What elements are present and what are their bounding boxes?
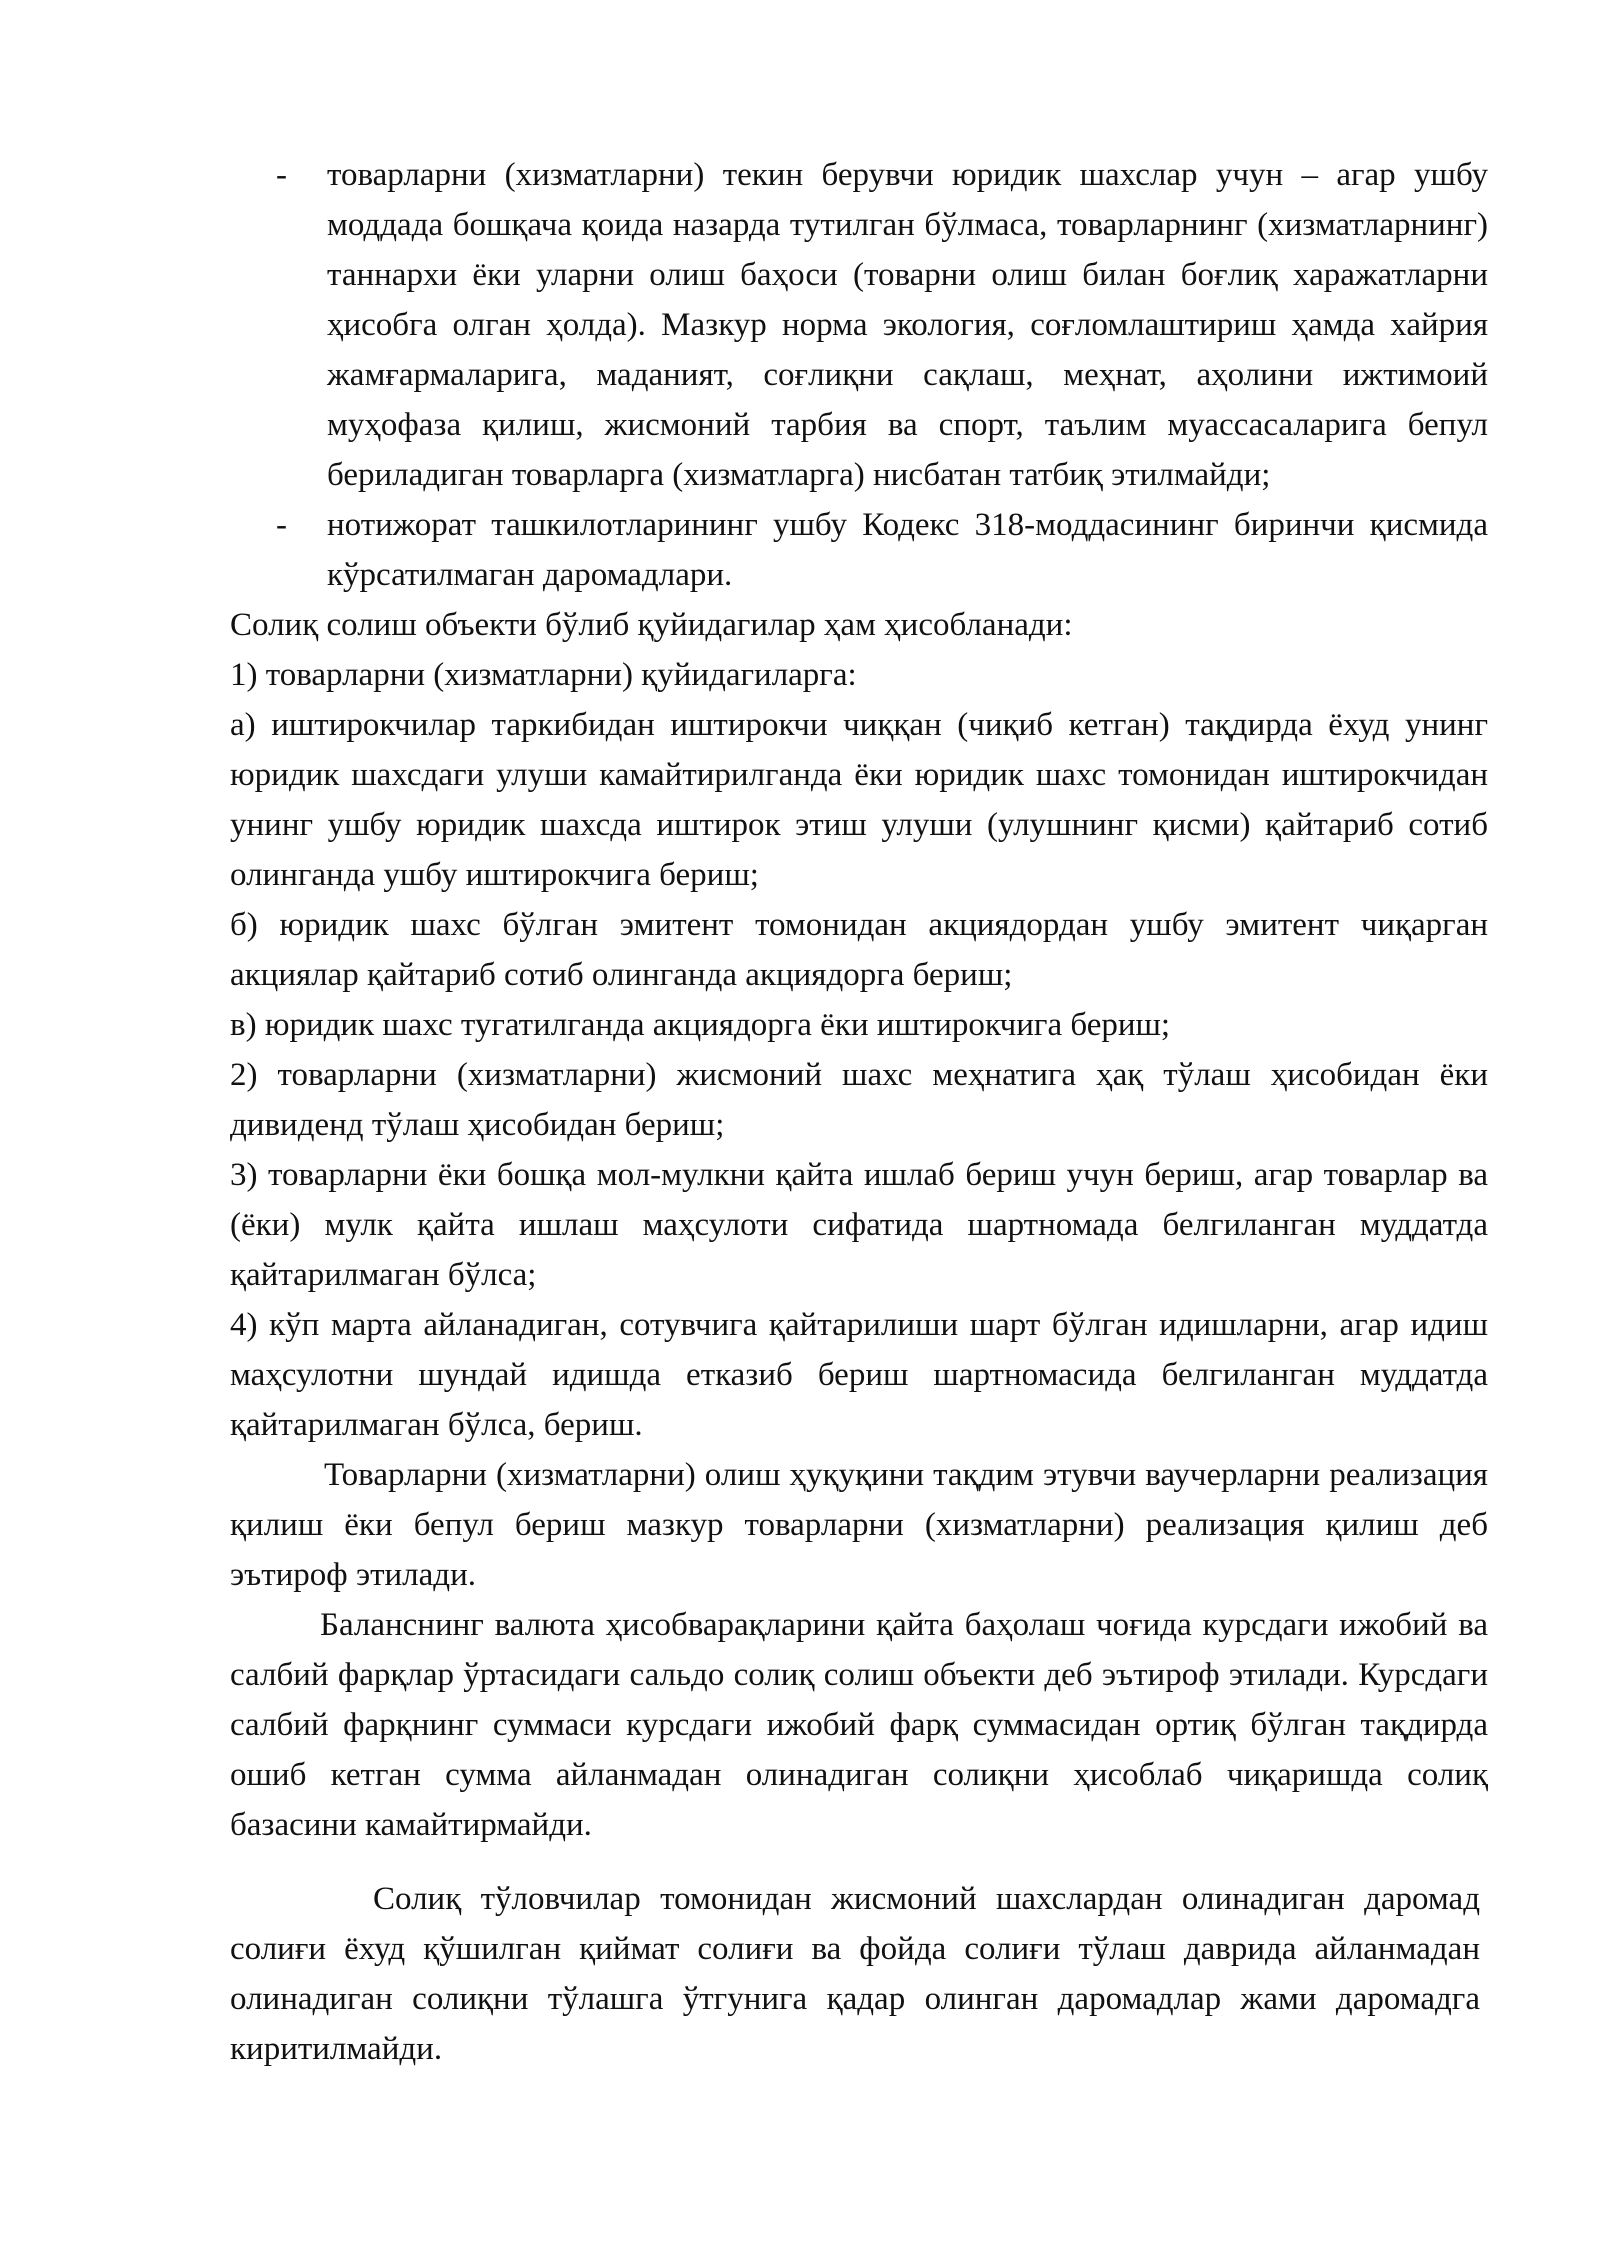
paragraph-item-b: б) юридик шахс бўлган эмитент томонидан акциядордан ушбу эмитент чиқарган акциялар қайтариб сотиб олинганда акциядорга бериш; [230,907,1488,993]
bullet-text: товарларни (хизматларни) текин берувчи юридик шахслар учун – агар ушбу моддада бошқача қоида назарда тутилган бўлмаса, товарларнинг (хизматларнинг) таннархи ёки уларни олиш баҳоси (товарни олиш билан боғлиқ харажатларни ҳисобга олган ҳолда). Мазкур норма экология, соғломлаштириш ҳамда хайрия жамғармаларига, маданият, соғлиқни сақлаш, меҳнат, аҳолини ижтимоий муҳофаза қилиш, жисмоний тарбия ва спорт, таълим муассасаларига бепул бериладиган товарларга (хизматларга) нисбатан татбиқ этилмайди; [327,157,1488,493]
bullet-marker: - [276,157,287,193]
paragraph-item-2: 2) товарларни (хизматларни) жисмоний шахс меҳнатига ҳақ тўлаш ҳисобидан ёки дивиденд тўлаш ҳисобидан бериш; [230,1057,1488,1143]
paragraph-item-a: а) иштирокчилар таркибидан иштирокчи чиққан (чиқиб кетган) тақдирда ёхуд унинг юридик шахсдаги улуши камайтирилганда ёки юридик шахс томонидан иштирокчидан унинг ушбу юридик шахсда иштирок этиш улуши (улушнинг қисми) қайтариб сотиб олинганда ушбу иштирокчига бериш; [230,707,1488,893]
list-item [230,150,1488,500]
paragraph-vouchers: Товарларни (хизматларни) олиш ҳуқуқини тақдим этувчи ваучерларни реализация қилиш ёки бепул бериш мазкур товарларни (хизматларни) реализация қилиш деб эътироф этилади. [230,1457,1488,1593]
list-item [230,500,1488,600]
document-page [230,150,1488,2074]
paragraph-item-v: в) юридик шахс тугатилганда акциядорга ёки иштирокчига бериш; [230,1007,1171,1043]
paragraph-item-1: 1) товарларни (хизматларни) қуйидагиларга: [230,657,857,693]
paragraph-income: Солиқ тўловчилар томонидан жисмоний шахслардан олинадиган даромад солиғи ёхуд қўшилган қиймат солиғи ва фойда солиғи тўлаш даврида айланмадан олинадиган солиқни тўлашга ўтгунига қадар олинган даромадлар жами даромадга киритилмайди. [230,1881,1480,2067]
bullet-text: нотижорат ташкилотларининг ушбу Кодекс 318-моддасининг биринчи қисмида кўрсатилмаган даромадлари. [327,507,1488,593]
paragraph-item-3: 3) товарларни ёки бошқа мол-мулкни қайта ишлаб бериш учун бериш, агар товарлар ва (ёки) мулк қайта ишлаш маҳсулоти сифатида шартномада белгиланган муддатда қайтарилмаган бўлса; [230,1157,1488,1293]
paragraph-item-4: 4) кўп марта айланадиган, сотувчига қайтарилиши шарт бўлган идишларни, агар идиш маҳсулотни шундай идишда етказиб бериш шартномасида белгиланган муддатда қайтарилмаган бўлса, бериш. [230,1307,1488,1443]
bullet-list [230,150,1488,600]
paragraph-currency: Баланснинг валюта ҳисобварақларини қайта баҳолаш чоғида курсдаги ижобий ва салбий фарқлар ўртасидаги сальдо солиқ солиш объекти деб эътироф этилади. Курсдаги салбий фарқнинг суммаси курсдаги ижобий фарқ суммасидан ортиқ бўлган тақдирда ошиб кетган сумма айланмадан олинадиган солиқни ҳисоблаб чиқаришда солиқ базасини камайтирмайди. [230,1607,1488,1843]
paragraph-heading: Солиқ солиш объекти бўлиб қуйидагилар ҳам ҳисобланади: [230,607,1073,643]
bullet-marker: - [276,507,287,543]
